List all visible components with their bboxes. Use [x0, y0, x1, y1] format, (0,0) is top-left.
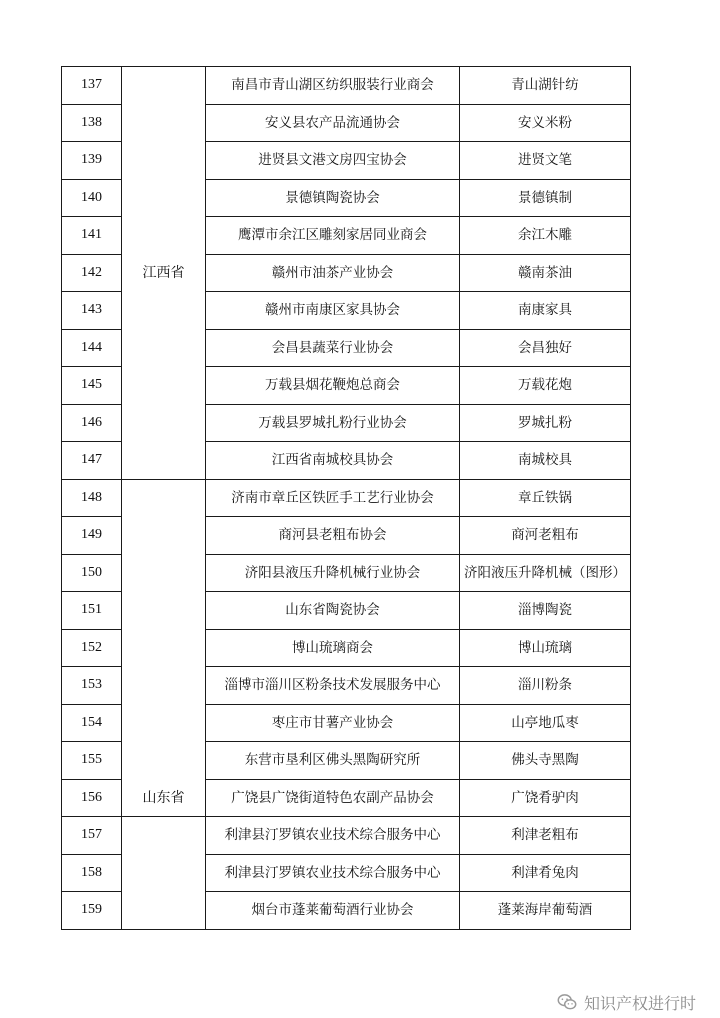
organization-name: 赣州市南康区家具协会 — [206, 292, 460, 330]
trademark-name: 余江木雕 — [460, 217, 631, 255]
trademark-name: 利津老粗布 — [460, 817, 631, 855]
row-number: 153 — [62, 667, 122, 705]
trademark-name: 淄博陶瓷 — [460, 592, 631, 630]
watermark — [556, 991, 696, 1013]
trademark-name: 进贤文笔 — [460, 142, 631, 180]
province-cell: 江西省 — [122, 67, 206, 480]
row-number: 144 — [62, 329, 122, 367]
table-row — [62, 67, 631, 105]
row-number: 152 — [62, 629, 122, 667]
trademark-name: 南城校具 — [460, 442, 631, 480]
row-number: 142 — [62, 254, 122, 292]
row-number: 151 — [62, 592, 122, 630]
row-number: 138 — [62, 104, 122, 142]
trademark-name: 罗城扎粉 — [460, 404, 631, 442]
trademark-name: 广饶肴驴肉 — [460, 779, 631, 817]
row-number: 155 — [62, 742, 122, 780]
organization-name: 南昌市青山湖区纺织服装行业商会 — [206, 67, 460, 105]
row-number: 159 — [62, 892, 122, 930]
organization-name: 山东省陶瓷协会 — [206, 592, 460, 630]
province-cell: 山东省 — [122, 479, 206, 817]
province-cell-continued — [122, 817, 206, 930]
row-number: 141 — [62, 217, 122, 255]
row-number: 150 — [62, 554, 122, 592]
organization-name: 枣庄市甘薯产业协会 — [206, 704, 460, 742]
organization-name: 博山琉璃商会 — [206, 629, 460, 667]
trademark-name: 安义米粉 — [460, 104, 631, 142]
trademark-name: 博山琉璃 — [460, 629, 631, 667]
trademark-name: 蓬莱海岸葡萄酒 — [460, 892, 631, 930]
row-number: 149 — [62, 517, 122, 555]
organization-name: 景德镇陶瓷协会 — [206, 179, 460, 217]
row-number: 156 — [62, 779, 122, 817]
organization-name: 万载县烟花鞭炮总商会 — [206, 367, 460, 405]
organization-name: 利津县汀罗镇农业技术综合服务中心 — [206, 817, 460, 855]
wechat-icon — [556, 991, 578, 1013]
table-row — [62, 817, 631, 855]
organization-name: 进贤县文港文房四宝协会 — [206, 142, 460, 180]
organization-name: 会昌县蔬菜行业协会 — [206, 329, 460, 367]
trademark-name: 淄川粉条 — [460, 667, 631, 705]
organization-name: 万载县罗城扎粉行业协会 — [206, 404, 460, 442]
organization-name: 烟台市蓬莱葡萄酒行业协会 — [206, 892, 460, 930]
row-number: 147 — [62, 442, 122, 480]
trademark-name: 景德镇制 — [460, 179, 631, 217]
row-number: 139 — [62, 142, 122, 180]
trademark-name: 利津肴兔肉 — [460, 854, 631, 892]
organization-name: 鹰潭市余江区雕刻家居同业商会 — [206, 217, 460, 255]
row-number: 145 — [62, 367, 122, 405]
table-row — [62, 479, 631, 517]
trademark-name: 南康家具 — [460, 292, 631, 330]
organization-name: 赣州市油茶产业协会 — [206, 254, 460, 292]
organization-name: 济南市章丘区铁匠手工艺行业协会 — [206, 479, 460, 517]
trademark-table — [61, 66, 631, 930]
watermark-text: 知识产权进行时 — [583, 993, 696, 1013]
organization-name: 广饶县广饶街道特色农副产品协会 — [206, 779, 460, 817]
row-number: 137 — [62, 67, 122, 105]
row-number: 146 — [62, 404, 122, 442]
organization-name: 商河县老粗布协会 — [206, 517, 460, 555]
row-number: 140 — [62, 179, 122, 217]
trademark-name: 青山湖针纺 — [460, 67, 631, 105]
organization-name: 利津县汀罗镇农业技术综合服务中心 — [206, 854, 460, 892]
row-number: 158 — [62, 854, 122, 892]
organization-name: 东营市垦利区佛头黑陶研究所 — [206, 742, 460, 780]
row-number: 148 — [62, 479, 122, 517]
row-number: 143 — [62, 292, 122, 330]
trademark-name: 商河老粗布 — [460, 517, 631, 555]
trademark-name: 万载花炮 — [460, 367, 631, 405]
organization-name: 淄博市淄川区粉条技术发展服务中心 — [206, 667, 460, 705]
organization-name: 济阳县液压升降机械行业协会 — [206, 554, 460, 592]
trademark-name: 山亭地瓜枣 — [460, 704, 631, 742]
row-number: 154 — [62, 704, 122, 742]
organization-name: 安义县农产品流通协会 — [206, 104, 460, 142]
trademark-name: 佛头寺黑陶 — [460, 742, 631, 780]
trademark-name: 赣南茶油 — [460, 254, 631, 292]
trademark-name: 会昌独好 — [460, 329, 631, 367]
row-number: 157 — [62, 817, 122, 855]
organization-name: 江西省南城校具协会 — [206, 442, 460, 480]
trademark-name: 章丘铁锅 — [460, 479, 631, 517]
trademark-name: 济阳液压升降机械（图形） — [460, 554, 631, 592]
